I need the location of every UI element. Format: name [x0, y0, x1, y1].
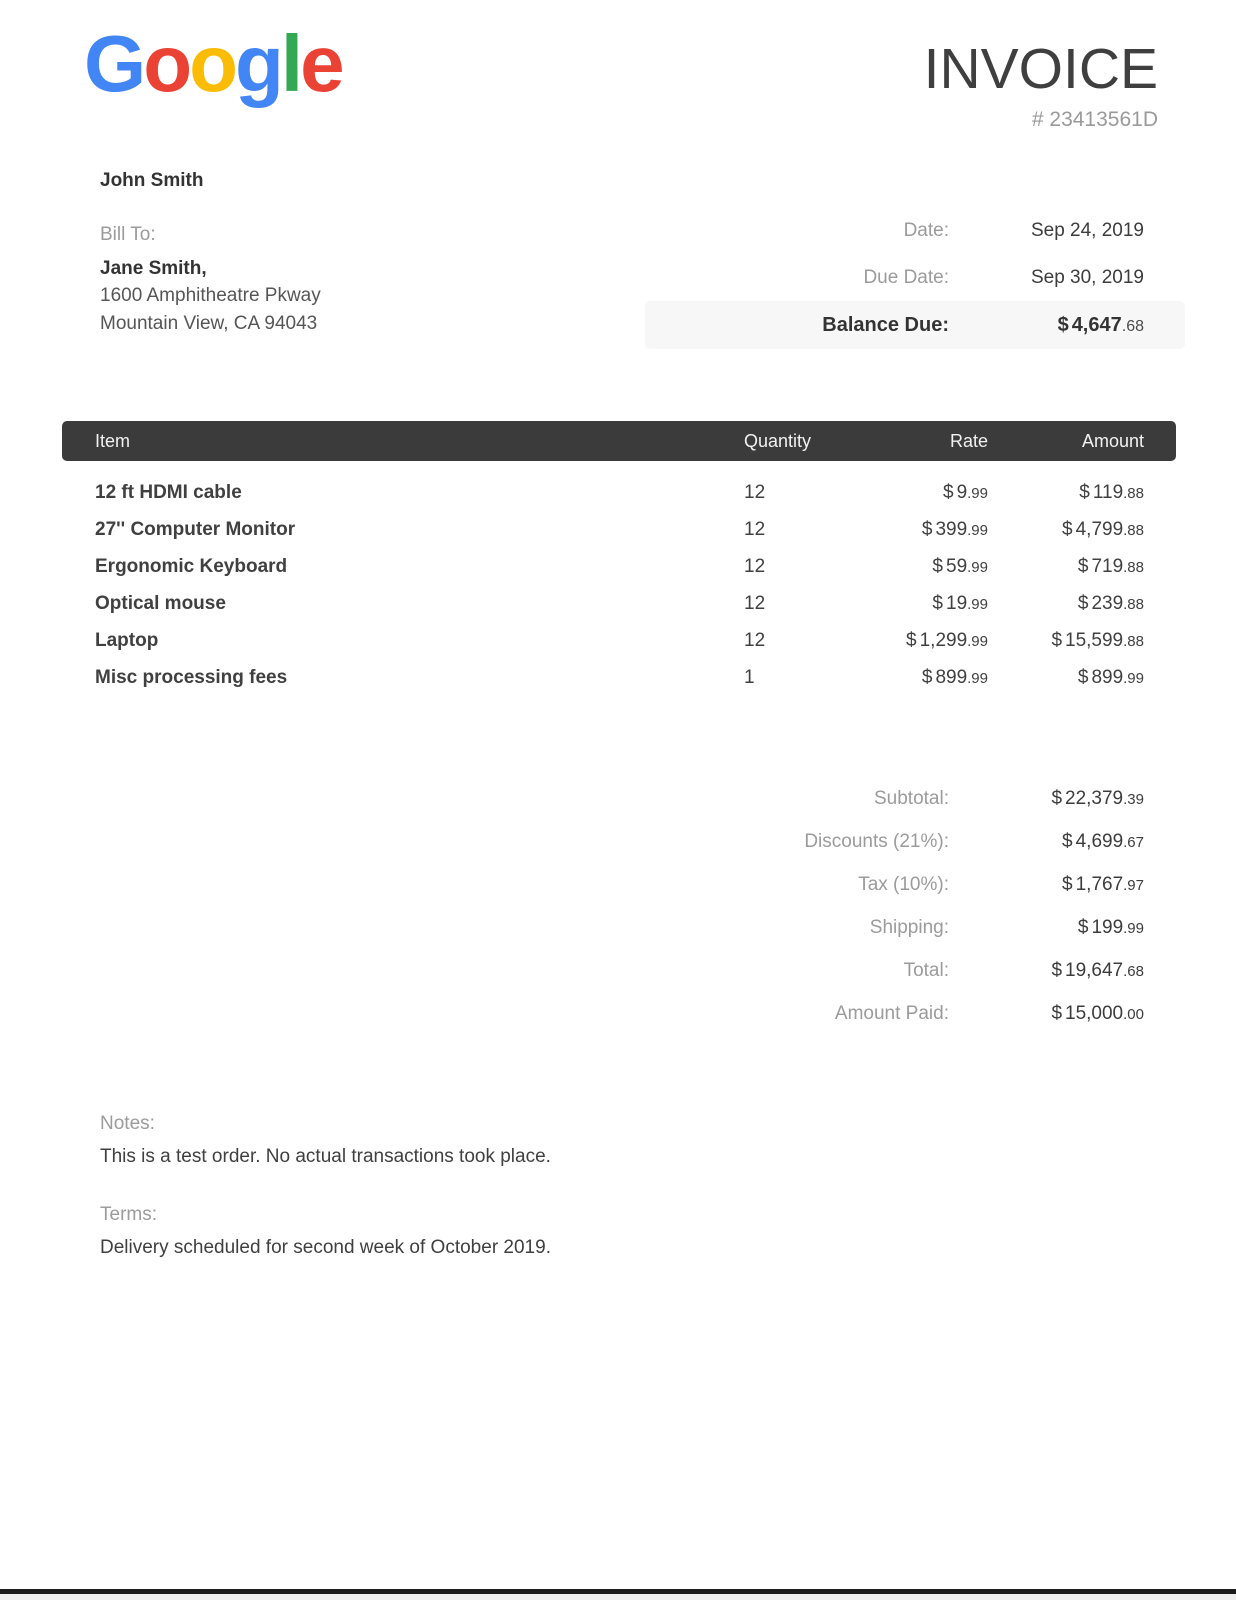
totals-label: Shipping:	[869, 916, 949, 938]
amount-integer: 4,647	[1071, 313, 1122, 336]
amount-integer: 1,299	[919, 629, 968, 651]
notes-label: Notes:	[100, 1113, 155, 1134]
logo-letter: l	[280, 19, 301, 108]
currency-symbol: $	[1051, 787, 1063, 809]
amount-integer: 399	[935, 518, 968, 540]
google-logo	[84, 8, 342, 120]
totals-section	[645, 777, 1185, 1035]
meta-value: Sep 24, 2019	[1030, 219, 1144, 241]
items-table	[62, 421, 1176, 696]
currency-symbol: $	[906, 629, 917, 651]
bill-to-section	[100, 224, 321, 336]
item-name-cell: Ergonomic Keyboard	[95, 555, 288, 577]
amount-cents: .67	[1123, 833, 1144, 851]
amount-cents: .99	[967, 669, 988, 687]
bill-to-address-line: 1600 Amphitheatre Pkway	[100, 285, 321, 306]
table-row	[62, 474, 1176, 511]
amount-integer: 15,000	[1065, 1002, 1124, 1024]
currency-symbol: $	[921, 518, 933, 540]
page-break-strip	[0, 1594, 1236, 1600]
amount-cents: .88	[1123, 595, 1144, 613]
amount-cents: .88	[1123, 558, 1144, 576]
item-amount-cell	[1002, 659, 1176, 696]
totals-row	[645, 992, 1185, 1035]
totals-value	[949, 788, 1185, 810]
amount-cents: .99	[967, 632, 988, 650]
currency-symbol: $	[1077, 592, 1089, 614]
currency-symbol: $	[1077, 555, 1089, 577]
totals-row	[645, 777, 1185, 820]
col-header-rate: Rate	[862, 421, 1002, 461]
header-row	[62, 421, 1176, 461]
amount-cents: .39	[1123, 790, 1144, 808]
table-row	[62, 548, 1176, 585]
amount-integer: 199	[1091, 916, 1124, 938]
amount-cents: .99	[967, 558, 988, 576]
totals-value	[949, 874, 1185, 896]
amount-cents: .99	[1123, 919, 1144, 937]
table-row	[62, 659, 1176, 696]
totals-value	[949, 960, 1185, 982]
amount-integer: 119	[1092, 481, 1124, 503]
item-amount-cell	[1002, 622, 1176, 659]
totals-label: Amount Paid:	[834, 1002, 949, 1024]
table-row	[62, 511, 1176, 548]
item-rate-cell	[862, 585, 1002, 622]
logo-letter: o	[189, 19, 235, 108]
balance-due-row	[645, 301, 1185, 349]
amount-cents: .88	[1123, 632, 1144, 650]
amount-integer: 899	[1091, 666, 1124, 688]
item-amount-cell	[1002, 511, 1176, 548]
item-name-cell: Optical mouse	[95, 592, 226, 614]
currency-symbol: $	[1057, 313, 1069, 336]
notes-text: This is a test order. No actual transactions took place.	[100, 1146, 551, 1167]
item-amount-cell	[1002, 474, 1176, 511]
totals-row	[645, 949, 1185, 992]
currency-symbol: $	[1062, 518, 1073, 540]
amount-integer: 899	[935, 666, 968, 688]
item-rate-cell	[862, 511, 1002, 548]
currency-symbol: $	[1062, 830, 1073, 852]
currency-symbol: $	[1062, 873, 1073, 895]
amount-integer: 9	[956, 481, 968, 503]
item-amount-cell	[1002, 548, 1176, 585]
currency-symbol: $	[1051, 959, 1063, 981]
totals-label: Tax (10%):	[858, 873, 949, 895]
amount-cents: .68	[1121, 317, 1144, 335]
meta-rows	[645, 207, 1185, 301]
item-quantity-cell: 1	[744, 666, 755, 688]
table-row	[62, 622, 1176, 659]
currency-symbol: $	[1077, 666, 1089, 688]
amount-cents: .68	[1123, 962, 1144, 980]
amount-integer: 22,379	[1065, 787, 1124, 809]
item-name-cell: Misc processing fees	[95, 666, 288, 688]
totals-value	[949, 917, 1185, 939]
meta-value: Sep 30, 2019	[1030, 266, 1144, 288]
currency-symbol: $	[932, 555, 943, 577]
item-quantity-cell: 12	[744, 518, 766, 540]
totals-row	[645, 906, 1185, 949]
totals-row	[645, 863, 1185, 906]
totals-row	[645, 820, 1185, 863]
item-quantity-cell: 12	[744, 629, 766, 651]
meta-row	[645, 207, 1185, 254]
amount-integer: 19,647	[1065, 959, 1124, 981]
item-rate-cell	[862, 622, 1002, 659]
currency-symbol: $	[932, 592, 943, 614]
item-name-cell: 27'' Computer Monitor	[95, 518, 296, 540]
amount-cents: .99	[1123, 669, 1144, 687]
balance-due-label: Balance Due:	[822, 313, 949, 336]
items-table-header	[62, 421, 1176, 461]
sender-name: John Smith	[100, 170, 204, 191]
currency-symbol: $	[1051, 629, 1063, 651]
currency-symbol: $	[921, 666, 933, 688]
meta-label: Due Date:	[863, 266, 949, 288]
col-header-quantity: Quantity	[712, 421, 862, 461]
currency-symbol: $	[1077, 916, 1089, 938]
terms-text: Delivery scheduled for second week of October 2019.	[100, 1237, 551, 1258]
logo-letter: g	[234, 19, 281, 108]
balance-due-value	[949, 314, 1185, 337]
amount-cents: .88	[1123, 521, 1144, 539]
invoice-header	[924, 38, 1158, 132]
amount-cents: .97	[1123, 876, 1144, 894]
currency-symbol: $	[942, 481, 954, 503]
notes-terms-section	[100, 1113, 1000, 1259]
terms-label: Terms:	[100, 1204, 157, 1225]
amount-integer: 19	[946, 592, 968, 614]
totals-label: Discounts (21%):	[804, 830, 949, 852]
invoice-meta	[645, 207, 1185, 349]
amount-cents: .99	[967, 595, 988, 613]
bill-to-address-line: Mountain View, CA 94043	[100, 313, 318, 334]
item-quantity-cell: 12	[744, 481, 766, 503]
totals-label: Total:	[903, 959, 949, 981]
meta-label: Date:	[903, 219, 949, 241]
item-name-cell: Laptop	[95, 629, 159, 651]
amount-integer: 719	[1091, 555, 1124, 577]
amount-integer: 59	[946, 555, 968, 577]
amount-integer: 1,767	[1075, 873, 1124, 895]
bill-to-label: Bill To:	[100, 224, 156, 245]
totals-label: Subtotal:	[874, 787, 949, 809]
logo-letter: G	[84, 19, 144, 108]
amount-cents: .00	[1123, 1005, 1144, 1023]
currency-symbol: $	[1079, 481, 1090, 503]
item-amount-cell	[1002, 585, 1176, 622]
item-quantity-cell: 12	[744, 555, 766, 577]
item-quantity-cell: 12	[744, 592, 766, 614]
items-body	[62, 461, 1176, 696]
item-rate-cell	[862, 474, 1002, 511]
bill-to-name: Jane Smith,	[100, 258, 207, 279]
item-name-cell: 12 ft HDMI cable	[95, 481, 242, 503]
logo-letter: o	[143, 19, 190, 108]
amount-cents: .99	[967, 484, 988, 502]
col-header-amount: Amount	[1002, 421, 1176, 461]
meta-row	[645, 254, 1185, 301]
logo-letter: e	[300, 19, 342, 108]
currency-symbol: $	[1051, 1002, 1063, 1024]
totals-value	[949, 831, 1185, 853]
item-rate-cell	[862, 659, 1002, 696]
amount-integer: 4,799	[1075, 518, 1124, 540]
table-row	[62, 585, 1176, 622]
totals-value	[949, 1003, 1185, 1025]
amount-integer: 15,599	[1065, 629, 1124, 651]
amount-integer: 239	[1091, 592, 1124, 614]
invoice-title: INVOICE	[923, 37, 1158, 101]
invoice-number: # 23413561D	[1031, 108, 1158, 131]
amount-integer: 4,699	[1075, 830, 1124, 852]
col-header-item: Item	[62, 421, 712, 461]
amount-cents: .88	[1123, 484, 1144, 502]
item-rate-cell	[862, 548, 1002, 585]
amount-cents: .99	[967, 521, 988, 539]
